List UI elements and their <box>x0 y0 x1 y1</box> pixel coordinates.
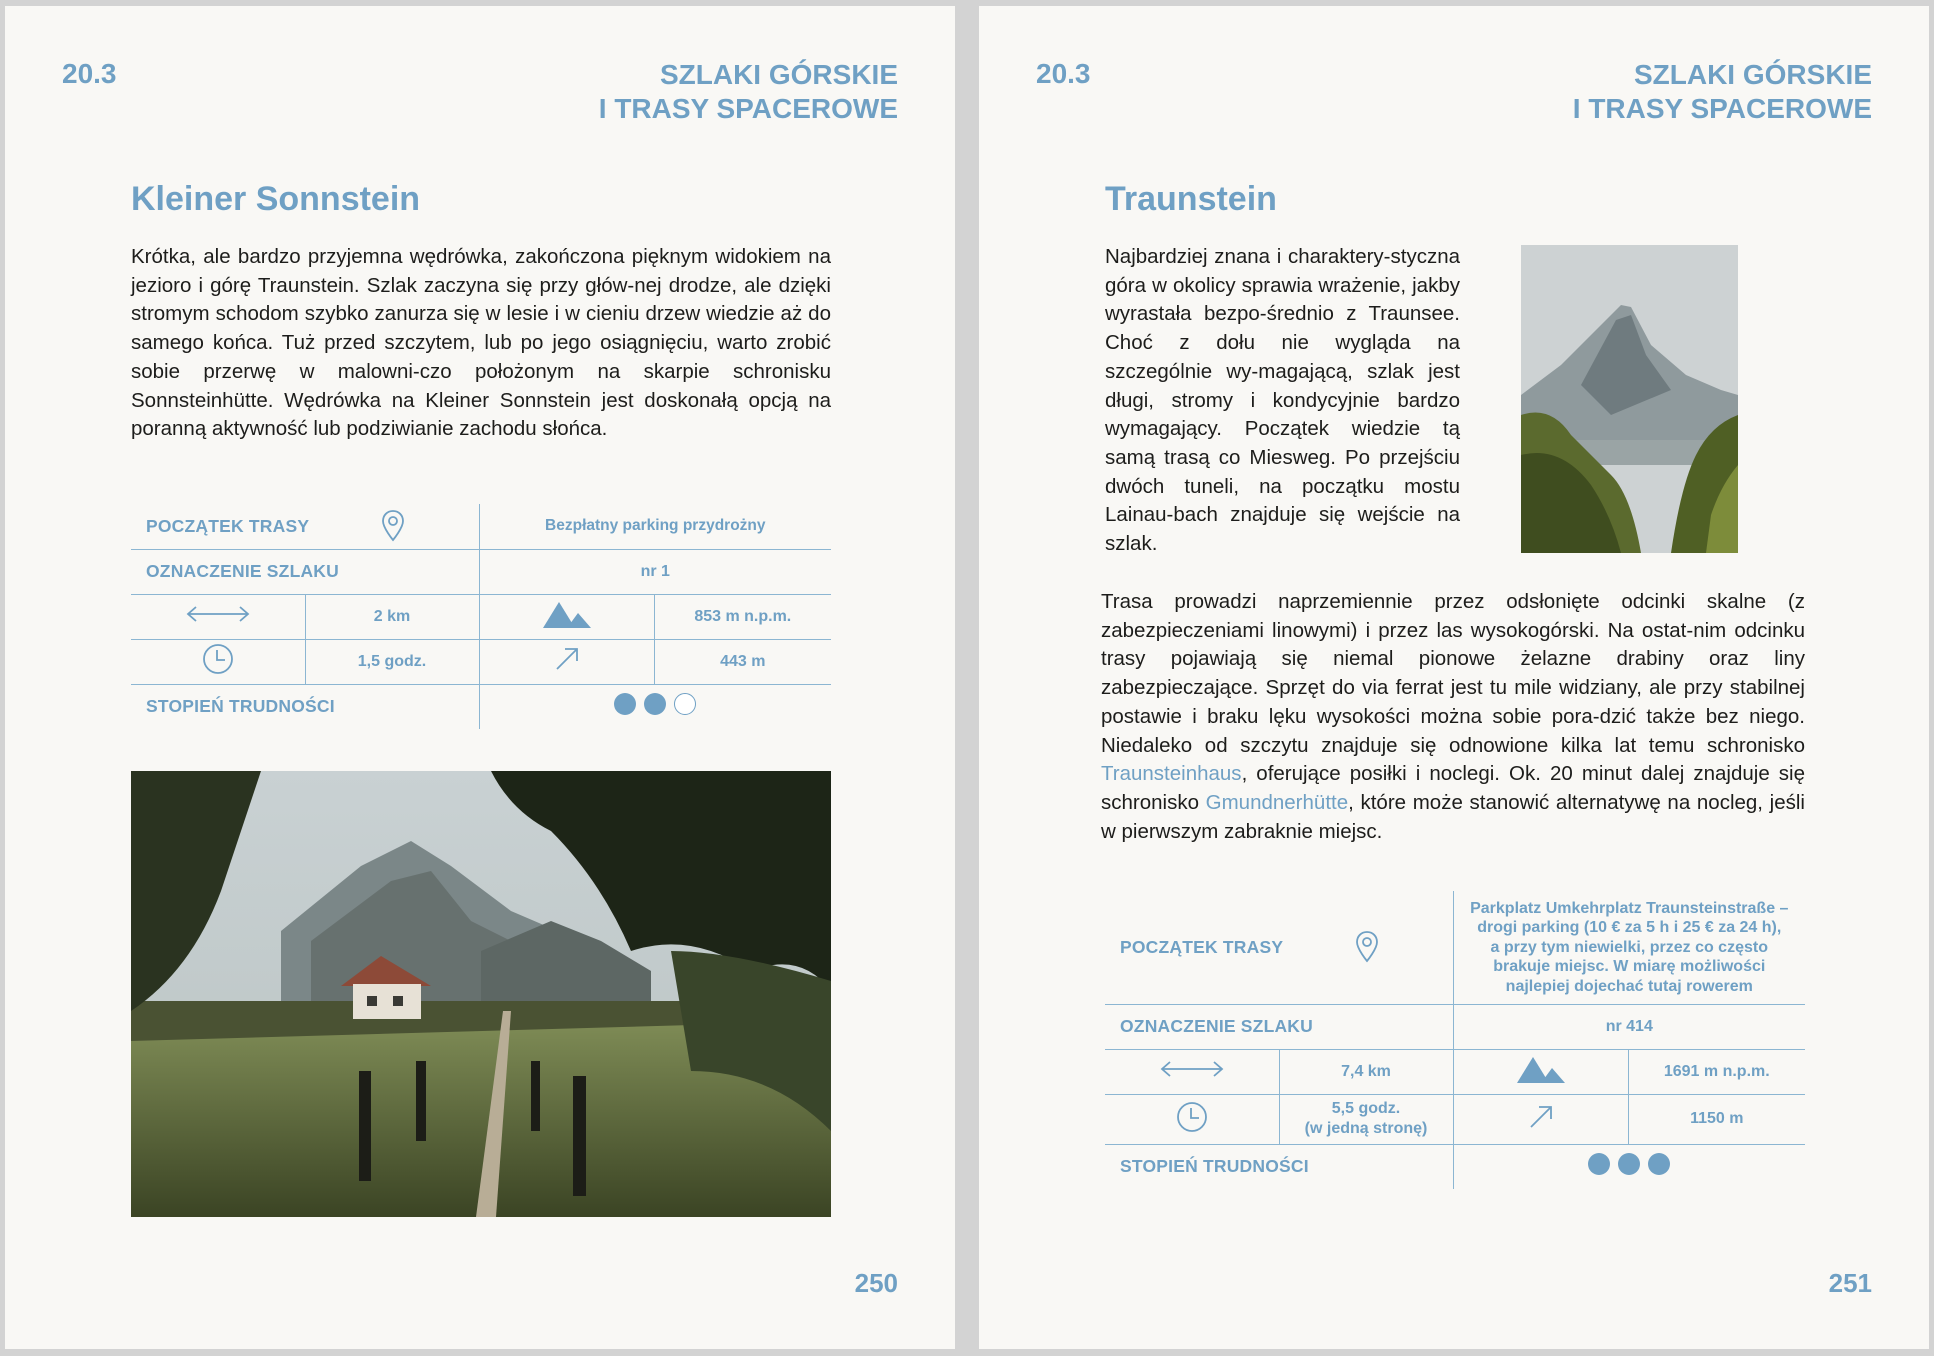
time-value <box>1279 1094 1453 1144</box>
section-title-line1: SZLAKI GÓRSKIE <box>659 59 898 90</box>
table-row <box>1105 1094 1805 1144</box>
trail-heading: Kleiner Sonnstein <box>131 180 421 218</box>
marking-value: nr 1 <box>479 549 831 594</box>
marking-label: OZNACZENIE SZLAKU <box>1105 1004 1453 1049</box>
mountain-icon <box>541 599 593 629</box>
double-arrow-icon <box>1159 1059 1225 1079</box>
start-label: POCZĄTEK TRASY <box>146 515 310 536</box>
table-row <box>1105 1004 1805 1049</box>
altitude-value: 853 m n.p.m. <box>654 594 831 639</box>
marking-label: OZNACZENIE SZLAKU <box>131 549 479 594</box>
trail-heading: Traunstein <box>1105 180 1277 218</box>
time-value-line1: 5,5 godz. <box>1331 1100 1401 1117</box>
marking-value: nr 414 <box>1453 1004 1805 1049</box>
table-row <box>131 639 831 684</box>
trail-text-part: , oferujące posiłki i noclegi. Ok. 20 minut dalej znajduje się schronisko <box>1101 762 1805 814</box>
section-number: 20.3 <box>1036 58 1091 89</box>
altitude-value: 1691 m n.p.m. <box>1628 1049 1805 1094</box>
section-number: 20.3 <box>62 58 117 89</box>
gmundnerhutte-link[interactable]: Gmundnerhütte <box>1205 790 1349 814</box>
difficulty-dot-filled <box>1648 1153 1670 1175</box>
table-row <box>1105 1144 1805 1189</box>
table-row <box>131 594 831 639</box>
start-label: POCZĄTEK TRASY <box>1120 936 1284 957</box>
difficulty-label: STOPIEŃ TRUDNOŚCI <box>146 696 335 717</box>
trail-info-table <box>1105 891 1805 1189</box>
distance-value: 7,4 km <box>1279 1049 1453 1094</box>
clock-icon <box>202 643 234 675</box>
table-row <box>1105 1049 1805 1094</box>
landscape-photo <box>131 771 831 1217</box>
location-pin-icon <box>381 509 405 543</box>
section-title <box>1452 58 1872 126</box>
table-row <box>131 549 831 594</box>
difficulty-dot-filled <box>644 693 666 715</box>
table-row <box>131 504 831 549</box>
section-title-line2: I TRASY SPACEROWE <box>598 93 898 124</box>
section-title <box>478 58 898 126</box>
trail-description-main <box>1101 588 1805 846</box>
start-value: Bezpłatny parking przydrożny <box>479 504 831 549</box>
diagonal-arrow-icon <box>1528 1104 1554 1130</box>
traunstein-photo <box>1521 245 1738 553</box>
time-value: 1,5 godz. <box>305 639 479 684</box>
traunstein-mountain-photo <box>1521 245 1738 553</box>
traunsteinhaus-link[interactable]: Traunsteinhaus <box>1101 762 1242 786</box>
trail-text-part: Trasa prowadzi naprzemiennie przez odsłonięte odcinki skalne (z zabezpieczeniami linowymi) i przez las wysokogórski. Na ostat-nim odcinku trasy pojawiają się niemal pionowe żelazne drabiny oraz liny zabezpieczające. Sprzęt do via ferrat jest tu mile widziany, ale przy stabilnej postawie i braku lęku wysokości można sobie pora-dzić także bez niego. Niedaleko od szczytu znajduje się odnowione kilka lat temu schronisko <box>1101 590 1805 757</box>
landscape-photo-image <box>131 771 831 1217</box>
trail-description: Krótka, ale bardzo przyjemna wędrówka, zakończona pięknym widokiem na jezioro i górę Traunstein. Szlak zaczyna się przy głów-nej drodze, ale dzięki stromym schodom szybko zanurza się w lesie i w cieniu drzew wiedzie aż do samego końca. Tuż przed szczytem, lub po jego osiągnięciu, warto zrobić sobie przerwę w malowni-czo położonym na skarpie schronisku Sonnsteinhütte. Wędrówka na Kleiner Sonnstein jest doskonałą opcją na poranną aktywność lub podziwianie zachodu słońca. <box>131 245 831 441</box>
start-value-line: Parkplatz Umkehrplatz Traunsteinstraße – <box>1470 899 1789 917</box>
difficulty-dot-filled <box>614 693 636 715</box>
trail-info-table <box>131 504 831 729</box>
trail-text-part: , które może stanowić alternatywę na nocleg, jeśli w pierwszym zabraknie miejsc. <box>1101 790 1805 843</box>
location-pin-icon <box>1355 930 1379 964</box>
start-value <box>1453 891 1805 1004</box>
difficulty-dots <box>1588 1153 1670 1175</box>
time-value-line2: (w jedną stronę) <box>1304 1120 1428 1137</box>
difficulty-dot-empty <box>674 693 696 715</box>
start-value-line: najlepiej dojechać tutaj rowerem <box>1505 977 1753 995</box>
trail-description-intro: Najbardziej znana i charaktery-styczna góra w okolicy sprawia wrażenie, jakby wyrastała bezpo-średnio z Traunsee. Choć z dołu nie wygląda na szczególnie wy-magającą, szlak jest długi, stromy i kondycyjnie bardzo wymagający. Początek wiedzie tą samą trasą co Miesweg. Po przejściu dwóch tuneli, na początku mostu Lainau-bach znajduje się wejście na szlak. <box>1105 245 1460 556</box>
diagonal-arrow-icon <box>554 646 580 672</box>
section-title-line1: SZLAKI GÓRSKIE <box>1633 59 1872 90</box>
page-number: 251 <box>1828 1268 1872 1298</box>
distance-value: 2 km <box>305 594 479 639</box>
section-title-line2: I TRASY SPACEROWE <box>1572 93 1872 124</box>
difficulty-label: STOPIEŃ TRUDNOŚCI <box>1120 1156 1309 1177</box>
double-arrow-icon <box>185 604 251 624</box>
difficulty-dots <box>614 693 696 715</box>
page-number: 250 <box>854 1268 898 1298</box>
left-page <box>5 6 955 1349</box>
start-value-line: a przy tym niewielki, przez co często <box>1490 938 1768 956</box>
table-row <box>131 684 831 729</box>
difficulty-dot-filled <box>1618 1153 1640 1175</box>
elevation-gain-value: 1150 m <box>1628 1094 1805 1144</box>
difficulty-dot-filled <box>1588 1153 1610 1175</box>
elevation-gain-value: 443 m <box>654 639 831 684</box>
table-row <box>1105 891 1805 1004</box>
right-page <box>979 6 1929 1349</box>
mountain-icon <box>1515 1054 1567 1084</box>
clock-icon <box>1176 1101 1208 1133</box>
start-value-line: drogi parking (10 € za 5 h i 25 € za 24 h), <box>1477 919 1782 936</box>
start-value-line: brakuje miejsc. W miarę możliwości <box>1493 958 1766 975</box>
